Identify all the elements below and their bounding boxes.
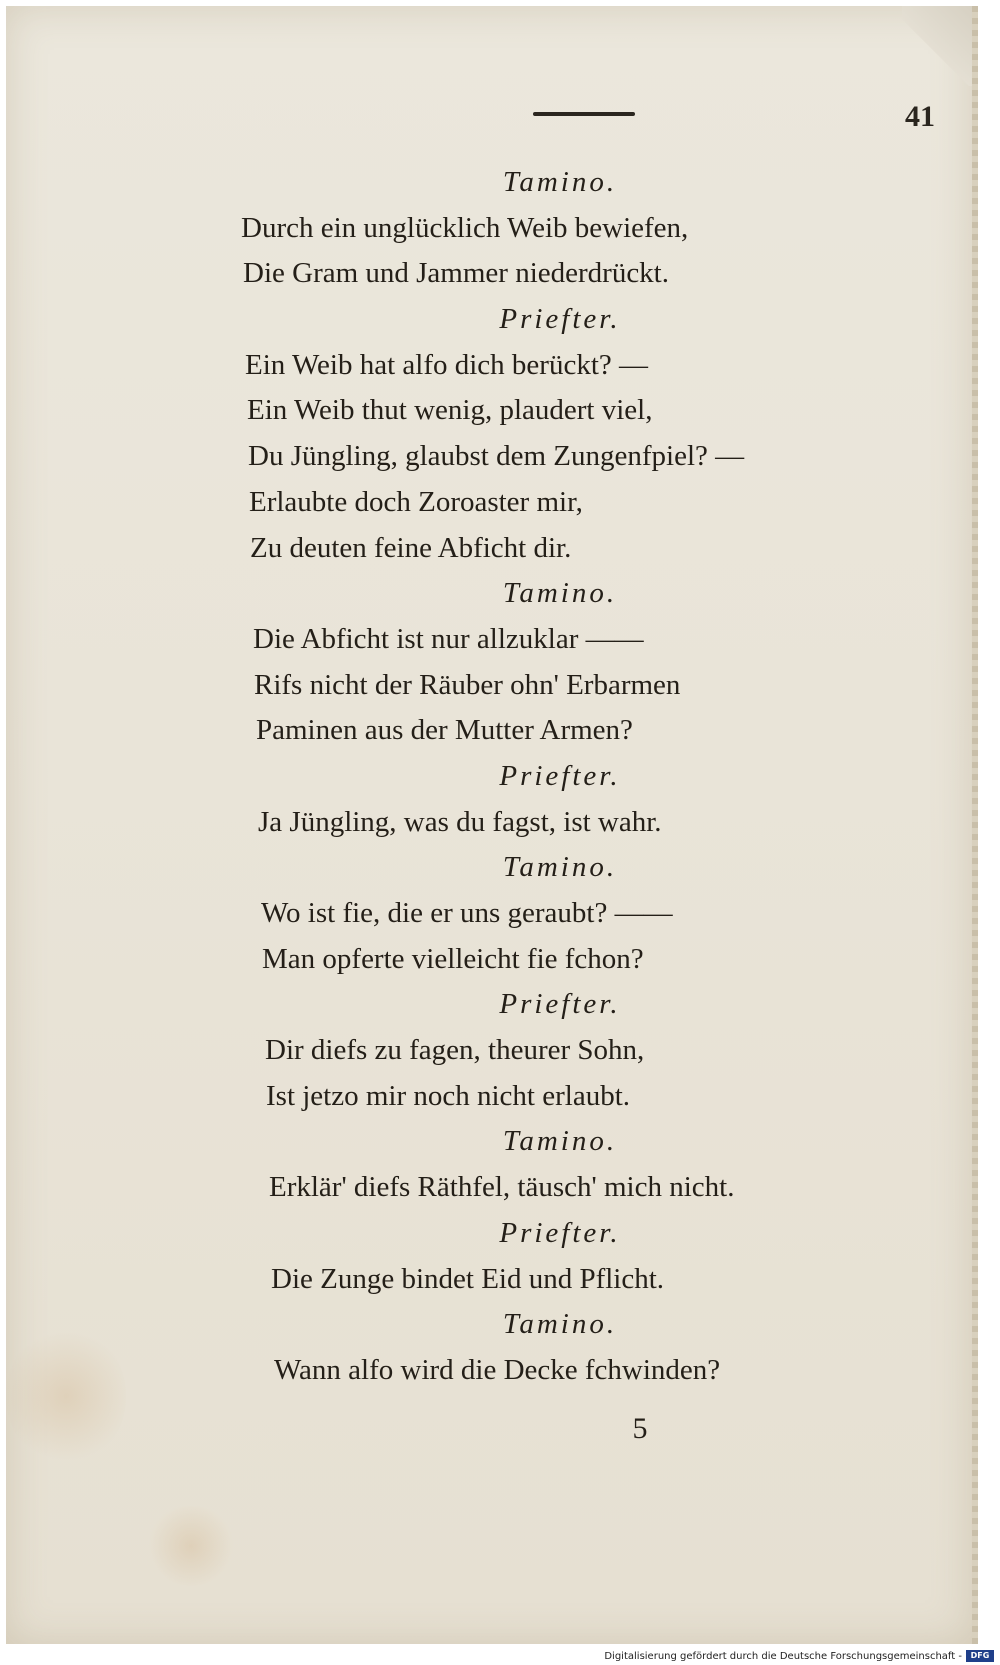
speaker-name: Priefter. [499, 1216, 621, 1249]
speaker-name: Tamino. [502, 1308, 618, 1341]
verse-line: Dir diefs zu fagen, theurer Sohn, [265, 1034, 645, 1067]
stain-mark [6, 1326, 126, 1466]
verse-line: Ein Weib thut wenig, plaudert viel, [247, 394, 653, 427]
header-rule [533, 112, 635, 116]
folded-corner [902, 6, 972, 86]
speaker-name: Priefter. [499, 303, 621, 336]
speaker-name: Tamino. [502, 166, 618, 198]
speaker-name: Priefter. [499, 759, 621, 792]
libretto-text [240, 160, 900, 1394]
verse-line: Paminen aus der Mutter Armen? [256, 714, 633, 747]
speaker-name: Tamino. [502, 851, 618, 884]
verse-line: Wo ist fie, die er uns geraubt? —— [261, 897, 673, 929]
verse-line: Zu deuten feine Abficht dir. [250, 531, 572, 564]
verse-line: Du Jüngling, glaubst dem Zungenfpiel? — [248, 440, 745, 473]
dfg-logo-icon: DFG [966, 1650, 994, 1662]
verse-line: Man opferte vielleicht fie fchon? [262, 942, 644, 975]
footer-credit: Digitalisierung gefördert durch die Deutsche Forschungsgemeinschaft - [604, 1651, 962, 1662]
signature-mark: 5 [632, 1412, 648, 1445]
verse-line: Ist jetzo mir noch nicht erlaubt. [266, 1079, 631, 1112]
verse-line: Wann alfo wird die Decke fchwinden? [274, 1353, 721, 1386]
verse-line: Erklär' diefs Räthfel, täusch' mich nicht. [269, 1171, 735, 1204]
speaker-name: Tamino. [502, 1125, 618, 1158]
stain-mark [146, 1506, 236, 1586]
verse-line: Erlaubte doch Zoroaster mir, [249, 485, 583, 518]
verse-line: Ein Weib hat alfo dich berückt? — [245, 348, 648, 381]
verse-line: Die Gram und Jammer niederdrückt. [243, 257, 669, 290]
page-edge [972, 6, 978, 1644]
verse-line: Ja Jüngling, was du fagst, ist wahr. [258, 805, 662, 838]
verse-line: Durch ein unglücklich Weib bewiefen, [241, 211, 689, 244]
page-number: 41 [905, 100, 935, 133]
speaker-name: Priefter. [499, 988, 621, 1021]
speaker-name: Tamino. [502, 577, 618, 610]
verse-line: Die Abficht ist nur allzuklar —— [253, 622, 644, 655]
verse-line: Die Zunge bindet Eid und Pflicht. [271, 1262, 665, 1295]
verse-line: Rifs nicht der Räuber ohn' Erbarmen [254, 668, 681, 701]
